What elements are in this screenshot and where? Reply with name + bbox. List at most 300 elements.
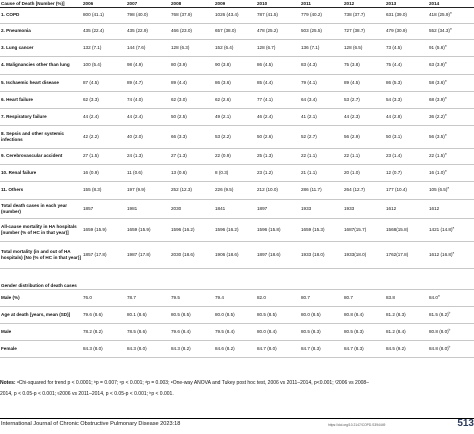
table-cell — [385, 74, 428, 91]
cell-value: 12 (0.7) — [386, 169, 402, 175]
cell-value: 49 (2.1) — [215, 113, 231, 119]
table-cell — [126, 164, 170, 181]
cell-value: 42 (2.2) — [83, 133, 99, 139]
table-cell — [82, 23, 126, 39]
table-cell — [300, 23, 343, 39]
cell-value: 54 (3.3) — [386, 96, 402, 102]
cell-value: 2030 (18.6) — [171, 251, 195, 257]
cell-value: 1659 (15.3) — [301, 226, 325, 232]
table-cell — [428, 23, 474, 39]
table-cell — [256, 306, 300, 323]
cell-value: 1987 (17.8) — [127, 251, 151, 257]
cell-value: 177 (10.4) — [386, 187, 407, 193]
table-cell — [170, 39, 214, 56]
table-cell — [385, 306, 428, 323]
table-cell — [170, 289, 214, 306]
cell-value: 1841 — [215, 205, 226, 211]
table-cell — [343, 125, 385, 148]
table-cell — [343, 306, 385, 323]
table-cell — [256, 125, 300, 148]
section-title: Gender distribution of death cases — [0, 268, 474, 289]
cell-value: 91 (5.6) — [429, 44, 445, 50]
table-cell — [385, 199, 428, 218]
row-label: 2. Pneumonia — [0, 23, 82, 39]
table-cell — [428, 164, 474, 181]
table-cell — [170, 108, 214, 125]
cell-value: 79.5 — [171, 294, 180, 300]
cell-value: 50 (2.5) — [171, 113, 187, 119]
table-cell — [256, 241, 300, 268]
cell-value: 80.7 — [344, 294, 353, 300]
table-cell — [82, 108, 126, 125]
table-cell — [428, 289, 474, 306]
table-cell — [82, 148, 126, 164]
table-cell — [300, 74, 343, 91]
column-header: 2011 — [300, 0, 343, 7]
table-cell — [300, 241, 343, 268]
table-cell — [428, 306, 474, 323]
cell-value: 800 (41.1) — [83, 12, 104, 18]
table-cell — [170, 323, 214, 340]
cell-value: 779 (40.2) — [301, 12, 322, 18]
table-cell — [428, 56, 474, 74]
cell-value: 128 (6.3) — [171, 44, 190, 50]
cell-value: 64 (3.4) — [301, 96, 317, 102]
cell-value: 136 (7.1) — [301, 44, 320, 50]
table-row — [0, 125, 474, 148]
footnote-marker: a — [444, 168, 447, 173]
footnote-marker: a — [452, 250, 455, 255]
column-header: 2012 — [343, 0, 385, 7]
table-row — [0, 39, 474, 56]
cell-value: 84.3 (8.2) — [171, 345, 191, 351]
table-cell — [300, 323, 343, 340]
table-cell — [170, 23, 214, 39]
cell-value: 84.6 (8.2) — [215, 345, 235, 351]
cell-value: 84.7 (8.3) — [344, 345, 364, 351]
cell-value: 98 (4.9) — [127, 62, 143, 68]
cell-value: 20 (1.0) — [344, 169, 360, 175]
cell-value: 152 (6.4) — [215, 44, 234, 50]
table-cell — [82, 125, 126, 148]
cell-value: 80.0 (8.4) — [257, 328, 277, 334]
cell-value: 84.3 (8.0) — [127, 345, 147, 351]
cell-value: 81.5 (8.2) — [429, 311, 449, 317]
table-cell — [385, 323, 428, 340]
cell-value: 1659 (15.9) — [127, 226, 151, 232]
table-cell — [343, 199, 385, 218]
table-cell — [170, 91, 214, 108]
cell-value: 84.7 (8.3) — [301, 345, 321, 351]
cell-value: 2030 — [171, 205, 182, 211]
table-cell — [385, 340, 428, 357]
row-label: Total mortality (in and out of HA hospitals) [No (% of HC in that year)] — [0, 241, 82, 268]
table-cell — [214, 91, 256, 108]
cell-value: 144 (7.6) — [127, 44, 146, 50]
row-label: 1. COPD — [0, 7, 82, 23]
table-cell — [256, 7, 300, 23]
row-label: 9. Cerebrovascular accident — [0, 148, 82, 164]
table-cell — [214, 306, 256, 323]
section-row — [0, 268, 474, 289]
cell-value: 44 (2.4) — [83, 113, 99, 119]
footnote-marker: b — [448, 327, 451, 332]
table-cell — [170, 340, 214, 357]
cell-value: 252 (12.3) — [171, 187, 192, 193]
table-cell — [126, 218, 170, 241]
cell-value: 58 (3.6) — [429, 79, 445, 85]
cell-value: 100 (5.4) — [83, 62, 102, 68]
cell-value: 86 (3.6) — [215, 79, 231, 85]
table-cell — [300, 164, 343, 181]
table-row — [0, 74, 474, 91]
cell-value: 36 (2.2) — [429, 113, 445, 119]
cell-value: 1421 (14.8) — [429, 226, 453, 232]
cell-value: 53 (2.2) — [215, 133, 231, 139]
table-cell — [300, 125, 343, 148]
table-cell — [214, 7, 256, 23]
notes-line-1 — [0, 378, 474, 389]
page-footer — [0, 418, 474, 434]
cell-value: 86 (5.3) — [386, 79, 402, 85]
cell-value: 1026 (43.4) — [215, 12, 239, 18]
table-cell — [214, 241, 256, 268]
cell-value: 1933 — [344, 205, 355, 211]
table-cell — [256, 108, 300, 125]
table-cell — [256, 91, 300, 108]
cell-value: 84.0 — [429, 294, 438, 300]
table-row — [0, 323, 474, 340]
table-cell — [126, 199, 170, 218]
row-label: Male (%) — [0, 289, 82, 306]
table-cell — [126, 125, 170, 148]
table-cell — [343, 164, 385, 181]
cell-value: 21 (1.1) — [301, 169, 317, 175]
table-cell — [170, 56, 214, 74]
journal-citation: International Journal of Chronic Obstructive Pulmonary Disease 2023:18 — [1, 421, 181, 427]
cell-value: 74 (4.0) — [127, 96, 143, 102]
row-label: 11. Others — [0, 181, 82, 199]
notes-text-1: ᵃChi-squared for trend p < 0.0001; ᵇp = 0.007; ᶜp < 0.001; ᵈp = 0.003; ᵉOne-way ANOVA and Tukey post hoc test, 2006 vs 2011–2014, p<0.001; ᶠ2006 vs 2008– — [15, 380, 369, 386]
table-cell — [170, 164, 214, 181]
table-cell — [343, 74, 385, 91]
table-cell — [82, 164, 126, 181]
table-cell — [82, 218, 126, 241]
table-cell — [82, 91, 126, 108]
cell-value: 1897 — [257, 205, 268, 211]
cell-value: 80.1 (8.6) — [127, 311, 147, 317]
cell-value: 1612 — [429, 205, 440, 211]
cell-value: 80.5 (8.3) — [301, 328, 321, 334]
cell-value: 63 (3.9) — [429, 62, 445, 68]
table-cell — [170, 241, 214, 268]
table-cell — [170, 218, 214, 241]
table-cell — [170, 199, 214, 218]
table-cell — [82, 39, 126, 56]
table-cell — [300, 181, 343, 199]
column-header: 2014 — [428, 0, 474, 7]
table-cell — [343, 91, 385, 108]
cell-value: 84.3 (8.0) — [83, 345, 103, 351]
table-cell — [428, 199, 474, 218]
cell-value: 27 (1.3) — [171, 153, 187, 159]
row-label: 10. Renal failure — [0, 164, 82, 181]
cell-value: 466 (23.0) — [171, 28, 192, 34]
table-row — [0, 306, 474, 323]
notes-text-2: 2014, p < 0.05-p < 0.001; ᵍ2006 vs 2011–2014, p < 0.05-p < 0.001; ʰp < 0.001. — [0, 390, 174, 397]
cell-value: 22 (0.9) — [215, 153, 231, 159]
cell-value: 479 (30.9) — [386, 28, 407, 34]
cell-value: 1897 (18.6) — [257, 251, 281, 257]
cell-value: 23 (1.2) — [257, 169, 273, 175]
table-cell — [343, 23, 385, 39]
table-cell — [343, 218, 385, 241]
cell-value: 78.5 (8.6) — [127, 328, 147, 334]
table-row — [0, 218, 474, 241]
table-cell — [428, 108, 474, 125]
cell-value: 80 (3.9) — [171, 62, 187, 68]
cell-value: 197 (9.9) — [127, 187, 146, 193]
cell-value: 22 (1.1) — [301, 153, 317, 159]
cell-value: 89 (4.7) — [127, 79, 143, 85]
footnote-marker: b — [448, 310, 451, 315]
table-cell — [256, 199, 300, 218]
footnote-marker: a — [444, 95, 447, 100]
cell-value: 50 (3.1) — [386, 133, 402, 139]
table-cell — [300, 306, 343, 323]
table-cell — [300, 148, 343, 164]
cell-value: 1659 (15.9) — [83, 226, 107, 232]
table-cell — [343, 289, 385, 306]
table-cell — [385, 218, 428, 241]
cell-value: 1857 (17.8) — [83, 251, 107, 257]
table-cell — [385, 148, 428, 164]
cell-value: 50 (2.6) — [257, 133, 273, 139]
cell-value: 22 (1.1) — [344, 153, 360, 159]
table-cell — [343, 39, 385, 56]
table-cell — [126, 91, 170, 108]
table-row — [0, 289, 474, 306]
column-header: 2013 — [385, 0, 428, 7]
cell-value: 13 (0.6) — [171, 169, 187, 175]
table-cell — [214, 323, 256, 340]
table-cell — [82, 340, 126, 357]
cell-value: 82.0 — [257, 294, 266, 300]
cell-value: 1762(17.8) — [386, 251, 409, 257]
footnote-marker: a — [437, 293, 440, 298]
table-cell — [256, 39, 300, 56]
table-cell — [126, 7, 170, 23]
cell-value: 86 (4.5) — [257, 62, 273, 68]
cell-value: 1933 (18.0) — [301, 251, 325, 257]
table-cell — [343, 148, 385, 164]
cell-value: 155 (8.3) — [83, 187, 102, 193]
notes-label: Notes: — [0, 380, 16, 386]
cell-value: 657 (38.0) — [215, 28, 236, 34]
cell-value: 435 (22.9) — [127, 28, 148, 34]
cell-value: 478 (25.2) — [257, 28, 278, 34]
table-cell — [214, 164, 256, 181]
cell-value: 727 (38.7) — [344, 28, 365, 34]
table-cell — [82, 56, 126, 74]
cell-value: 84.5 (9.2) — [386, 345, 406, 351]
table-row — [0, 164, 474, 181]
cell-value: 89 (4.4) — [171, 79, 187, 85]
cell-value: 44 (2.8) — [386, 113, 402, 119]
table-cell — [126, 39, 170, 56]
table-cell — [256, 323, 300, 340]
cell-value: 128 (6.7) — [257, 44, 276, 50]
table-cell — [170, 125, 214, 148]
table-cell — [428, 148, 474, 164]
table-cell — [428, 323, 474, 340]
row-label: Total death cases in each year (number) — [0, 199, 82, 218]
table-cell — [300, 7, 343, 23]
table-cell — [385, 39, 428, 56]
table-cell — [300, 108, 343, 125]
table-cell — [343, 181, 385, 199]
table-cell — [300, 39, 343, 56]
table-cell — [214, 39, 256, 56]
table-cell — [343, 56, 385, 74]
cell-value: 56 (3.5) — [429, 133, 445, 139]
table-cell — [214, 23, 256, 39]
table-cell — [214, 108, 256, 125]
cell-value: 1981 — [127, 205, 138, 211]
cell-value: 212 (10.0) — [257, 187, 278, 193]
cell-value: 418 (25.9) — [429, 12, 450, 18]
cell-value: 1596 (16.2) — [215, 226, 239, 232]
row-label: 5. Ischaemic heart disease — [0, 74, 82, 91]
table-cell — [428, 91, 474, 108]
cell-value: 84.7 (8.0) — [257, 345, 277, 351]
table-cell — [126, 23, 170, 39]
cell-value: 44 (2.4) — [127, 113, 143, 119]
table-cell — [256, 23, 300, 39]
cell-value: 84.8 (8.0) — [429, 345, 449, 351]
cell-value: 1596 (16.2) — [171, 226, 195, 232]
table-cell — [385, 164, 428, 181]
table-cell — [126, 108, 170, 125]
table-cell — [214, 218, 256, 241]
table-cell — [300, 199, 343, 218]
cell-value: 79 (4.1) — [301, 79, 317, 85]
row-label: All-cause mortality in HA hospitals [number (% of HC in that year)] — [0, 218, 82, 241]
table-cell — [385, 7, 428, 23]
table-cell — [428, 340, 474, 357]
doi-link[interactable]: https://doi.org/10.2147/COPD.S394449 — [328, 423, 386, 427]
table-cell — [126, 289, 170, 306]
cell-value: 787 (41.5) — [257, 12, 278, 18]
cell-value: 552 (34.3) — [429, 28, 450, 34]
table-cell — [256, 148, 300, 164]
table-cell — [428, 7, 474, 23]
column-header: 2006 — [82, 0, 126, 7]
table-cell — [385, 91, 428, 108]
footnote-marker: a — [444, 60, 447, 65]
cell-value: 80.8 (8.4) — [344, 311, 364, 317]
column-header: 2008 — [170, 0, 214, 7]
table-cell — [256, 181, 300, 199]
cell-value: 79.6 (8.6) — [83, 311, 103, 317]
table-row — [0, 241, 474, 268]
cell-value: 79.5 (8.4) — [215, 328, 235, 334]
cell-value: 68 (3.9) — [429, 96, 445, 102]
table-body — [0, 7, 474, 357]
cell-value: 80.5 (8.3) — [344, 328, 364, 334]
cell-value: 56 (2.9) — [344, 133, 360, 139]
table-cell — [126, 74, 170, 91]
cell-value: 40 (2.0) — [127, 133, 143, 139]
table-cell — [214, 199, 256, 218]
table-cell — [214, 289, 256, 306]
cell-value: 66 (3.3) — [171, 133, 187, 139]
table-cell — [385, 289, 428, 306]
table-cell — [82, 323, 126, 340]
table-cell — [126, 241, 170, 268]
table-cell — [170, 74, 214, 91]
table-row — [0, 91, 474, 108]
table-cell — [428, 241, 474, 268]
table-header — [0, 0, 474, 7]
table-cell — [343, 7, 385, 23]
cell-value: 25 (1.3) — [257, 153, 273, 159]
cell-value: 8 (0.3) — [215, 169, 229, 175]
cell-value: 22 (1.5) — [429, 153, 445, 159]
table-cell — [126, 340, 170, 357]
table-cell — [214, 74, 256, 91]
cell-value: 798 (40.0) — [127, 12, 148, 18]
cell-value: 264 (12.7) — [344, 187, 365, 193]
cell-value: 24 (1.3) — [127, 153, 143, 159]
footnote-marker: a — [444, 132, 447, 137]
cell-value: 80.0 (8.5) — [215, 311, 235, 317]
table-cell — [343, 323, 385, 340]
cell-value: 105 (6.5) — [429, 187, 448, 193]
footnote-marker: a — [449, 10, 452, 15]
cell-value: 738 (37.7) — [344, 12, 365, 18]
table-cell — [300, 340, 343, 357]
row-label: 3. Lung cancer — [0, 39, 82, 56]
cell-value: 11 (0.6) — [127, 169, 143, 175]
cell-value: 87 (4.5) — [83, 79, 99, 85]
table-cell — [300, 91, 343, 108]
table-cell — [343, 241, 385, 268]
cell-value: 1612 (16.8) — [429, 251, 453, 257]
cell-value: 52 (2.7) — [301, 133, 317, 139]
cell-value: 1568(15.8) — [386, 226, 409, 232]
cell-value: 1612 — [386, 205, 397, 211]
row-label: Age at death [years, mean (SD)] — [0, 306, 82, 323]
column-header: 2010 — [256, 0, 300, 7]
cell-value: 83.8 — [386, 294, 395, 300]
cell-value: 73 (4.5) — [386, 44, 402, 50]
table-cell — [82, 289, 126, 306]
table-cell — [170, 181, 214, 199]
footnote-marker: b — [448, 344, 451, 349]
table-cell — [300, 56, 343, 74]
cell-value: 90 (3.8) — [215, 62, 231, 68]
table-row — [0, 56, 474, 74]
column-header: 2007 — [126, 0, 170, 7]
row-label: Male — [0, 323, 82, 340]
cell-value: 1596 (15.8) — [257, 226, 281, 232]
table-row — [0, 108, 474, 125]
cell-value: 435 (22.4) — [83, 28, 104, 34]
table-cell — [428, 74, 474, 91]
table-cell — [428, 39, 474, 56]
table-cell — [385, 125, 428, 148]
